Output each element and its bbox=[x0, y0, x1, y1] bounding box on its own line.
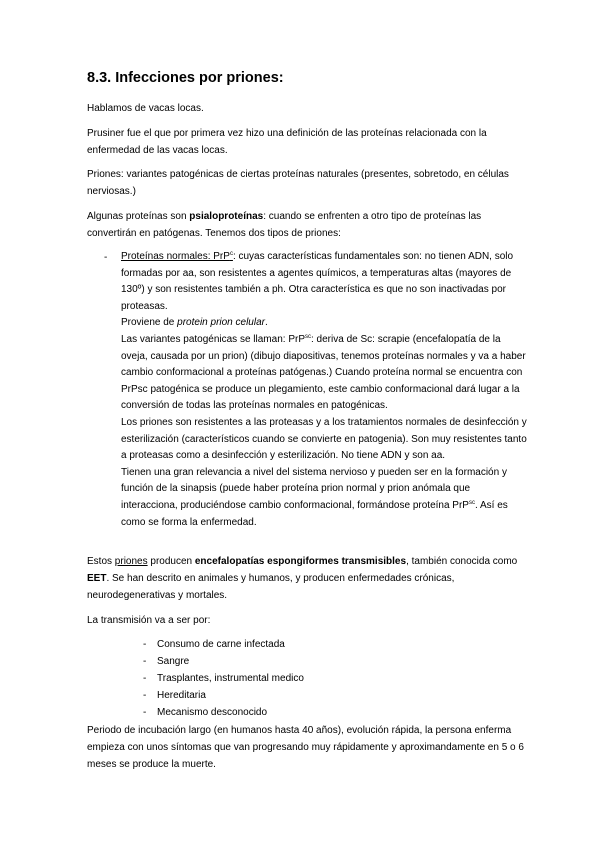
relevancia-sup: sc bbox=[468, 499, 475, 506]
eet-mid: producen bbox=[147, 556, 195, 567]
bullet-line-relevancia bbox=[121, 465, 529, 531]
eet-pre: Estos bbox=[87, 556, 115, 567]
bullet-line-resistentes: Los priones son resistentes a las proteasas y a los tratamientos normales de desinfección y esterilización (característicos cuando se convierte en patogenia). Son muy resistentes tanto a proteasas como a desinfección y esterilización. No tiene ADN y son aa. bbox=[121, 416, 527, 462]
proviene-post: . bbox=[264, 317, 268, 329]
list-dash: - bbox=[143, 689, 147, 701]
eet-priones: priones bbox=[114, 556, 148, 567]
list-item-text: Mecanismo desconocido bbox=[157, 706, 268, 718]
section-heading: 8.3. Infecciones por priones: bbox=[87, 70, 284, 86]
eet-acronym: EET bbox=[87, 573, 107, 584]
psialo-post: : cuando se enfrenten a otro tipo de proteínas las convertirán en patógenas. Tenemos dos tipos de priones: bbox=[87, 211, 482, 239]
eet-post: . Se han descrito en animales y humanos, y producen enfermedades crónicas, neurodegenerativas y mortales. bbox=[87, 573, 455, 601]
variantes-post: : deriva de Sc: scrapie (encefalopatía de la oveja, causada por un prion) (dibujo diapositivas, tenemos proteínas normales y va a haber cambio conformacional a proteínas patógenas.) Cuando proteína normal se encuentra con PrPsc patogénica se produce un plegamiento, este cambio conformacional dará lugar a la conversión de todas las proteínas normales en patogénicas. bbox=[121, 333, 526, 412]
list-item-text: Trasplantes, instrumental medico bbox=[157, 672, 304, 684]
paragraph-priones-definition: Priones: variantes patogénicas de ciertas proteínas naturales (presentes, sobretodo, en células nerviosas.) bbox=[87, 169, 509, 197]
bullet-line1-rest: : cuyas características fundamentales son: no tienen ADN, solo formadas por aa, son resistentes a agentes químicos, a temperaturas altas (mayores de 130º) y son resistentes también a ph. Otra característica es que no son inactivadas por proteasas. bbox=[121, 251, 514, 312]
paragraph-prusiner: Prusiner fue el que por primera vez hizo una definición de las proteínas relacionada con la enfermedad de las vacas locas. bbox=[87, 128, 487, 156]
variantes-pre: Las variantes patogénicas se llaman: PrP bbox=[121, 333, 305, 345]
proviene-italic: protein prion celular bbox=[177, 317, 265, 329]
bullet-label-sup: c bbox=[229, 251, 233, 257]
list-item-text: Hereditaria bbox=[157, 689, 206, 701]
paragraph-eet bbox=[87, 553, 527, 604]
list-item bbox=[143, 705, 304, 722]
list-dash: - bbox=[143, 655, 147, 667]
list-dash: - bbox=[143, 672, 147, 684]
list-dash: - bbox=[143, 706, 147, 718]
paragraph-transmision: La transmisión va a ser por: bbox=[87, 615, 211, 626]
list-item bbox=[143, 671, 304, 688]
list-item bbox=[143, 654, 304, 671]
bullet-proteinas-normales bbox=[121, 249, 529, 531]
relevancia-post: . Así es como se forma la enfermedad. bbox=[121, 499, 508, 528]
variantes-sup: sc bbox=[305, 333, 311, 340]
bullet-line-variantes bbox=[121, 332, 529, 415]
bullet-label: Proteínas normales: PrP bbox=[121, 251, 230, 262]
list-dash: - bbox=[143, 639, 147, 650]
bullet-line-normales bbox=[121, 249, 529, 315]
eet-mid2: , también conocida como bbox=[406, 556, 518, 567]
paragraph-psialoproteinas bbox=[87, 208, 527, 242]
transmission-list bbox=[143, 637, 304, 722]
list-item-text: Consumo de carne infectada bbox=[157, 639, 285, 650]
proviene-pre: Proviene de bbox=[121, 317, 178, 329]
psialo-pre: Algunas proteínas son bbox=[87, 211, 190, 222]
bullet-line-proviene bbox=[121, 315, 529, 332]
list-item-text: Sangre bbox=[157, 655, 190, 667]
psialo-term: psialoproteínas bbox=[189, 211, 264, 222]
relevancia-pre: Tienen una gran relevancia a nivel del sistema nervioso y pueden ser en la formación y función de la sinapsis (puede haber proteína prion normal y prion anómala que interacciona, produciéndose cambio conformacional, formándose proteína PrP bbox=[121, 466, 507, 511]
list-item bbox=[143, 688, 304, 705]
paragraph-incubacion: Periodo de incubación largo (en humanos hasta 40 años), evolución rápida, la persona enferma empieza con unos síntomas que van progresando muy rápidamente y aproximandamente en 5 o 6 meses se produce la muerte. bbox=[87, 725, 524, 770]
eet-term: encefalopatías espongiformes transmisibles bbox=[194, 556, 407, 567]
paragraph-vacas-locas: Hablamos de vacas locas. bbox=[87, 103, 204, 114]
list-item bbox=[143, 637, 304, 654]
bullet-dash: - bbox=[104, 252, 108, 263]
